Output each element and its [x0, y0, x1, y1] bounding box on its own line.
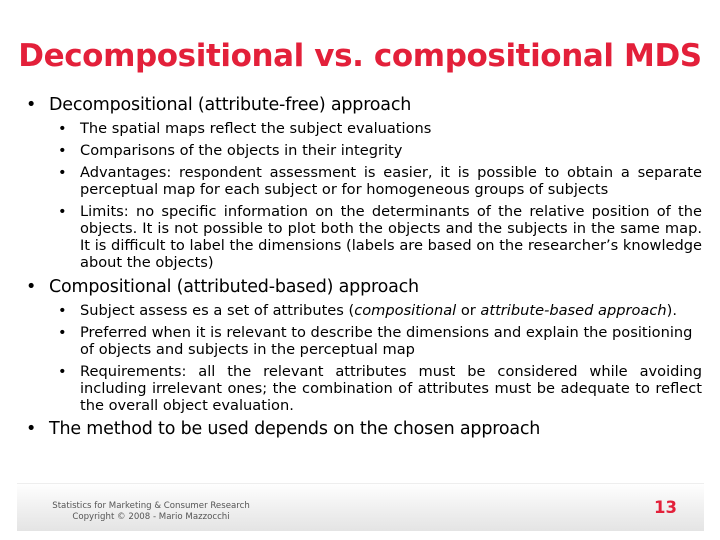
- slide-footer: [17, 483, 704, 531]
- item-emphasis: attribute-based approach: [480, 302, 667, 319]
- bullet-glyph: •: [58, 302, 67, 319]
- bullet-method: [22, 419, 702, 439]
- slide-title: Decompositional vs. compositional MDS: [18, 38, 702, 74]
- list-item: [56, 363, 702, 414]
- sublist-compositional: [56, 302, 702, 414]
- bullet-glyph: •: [26, 277, 37, 297]
- footer-course: Statistics for Marketing & Consumer Research: [52, 501, 250, 511]
- bullet-glyph: •: [26, 419, 37, 439]
- item-text: The spatial maps reflect the subject evaluations: [80, 120, 432, 137]
- item-text: Advantages: respondent assessment is easier, it is possible to obtain a separate perceptual map for each subject or for homogeneous groups of subjects: [80, 164, 702, 198]
- bullet-decompositional: [22, 95, 702, 115]
- bullet-compositional: [22, 277, 702, 297]
- list-item: [56, 302, 702, 319]
- bullet-glyph: •: [58, 363, 67, 380]
- heading-decompositional: Decompositional (attribute-free) approach: [49, 95, 412, 115]
- item-emphasis: compositional: [354, 302, 457, 319]
- list-item: [56, 203, 702, 271]
- item-text: Limits: no specific information on the determinants of the relative position of the objects. It is not possible to plot both the objects and the subjects in the same map. It is difficult to label the dimensions (labels are based on the researcher’s knowledge about the objects): [80, 203, 702, 271]
- item-text-part: or: [456, 302, 481, 319]
- bullet-glyph: •: [26, 95, 37, 115]
- bullet-glyph: •: [58, 164, 67, 181]
- item-text: Preferred when it is relevant to describe the dimensions and explain the positioning of objects and subjects in the perceptual map: [80, 324, 693, 358]
- footer-divider: [17, 483, 704, 484]
- bullet-glyph: •: [58, 324, 67, 341]
- bullet-glyph: •: [58, 203, 67, 220]
- footer-credits: [31, 501, 271, 523]
- sublist-decompositional: [56, 120, 702, 271]
- item-text: Requirements: all the relevant attributes must be considered while avoiding including irrelevant ones; the combination of attributes must be adequate to reflect the overall object evaluation.: [80, 363, 702, 414]
- item-text: [80, 302, 702, 319]
- list-item: [56, 142, 702, 159]
- item-text-part: Subject assess es a set of attributes (: [80, 302, 355, 319]
- bullet-glyph: •: [58, 142, 67, 159]
- page-number: 13: [654, 498, 677, 517]
- slide-body: [22, 95, 702, 439]
- list-item: [56, 120, 702, 137]
- final-bullet-text: The method to be used depends on the chosen approach: [49, 419, 541, 439]
- footer-copyright: Copyright © 2008 - Mario Mazzocchi: [72, 512, 230, 522]
- list-item: [56, 164, 702, 198]
- bullet-glyph: •: [58, 120, 67, 137]
- item-text: Comparisons of the objects in their integrity: [80, 142, 403, 159]
- list-item: [56, 324, 702, 358]
- heading-compositional: Compositional (attributed-based) approach: [49, 277, 419, 297]
- item-text-part: ).: [666, 302, 677, 319]
